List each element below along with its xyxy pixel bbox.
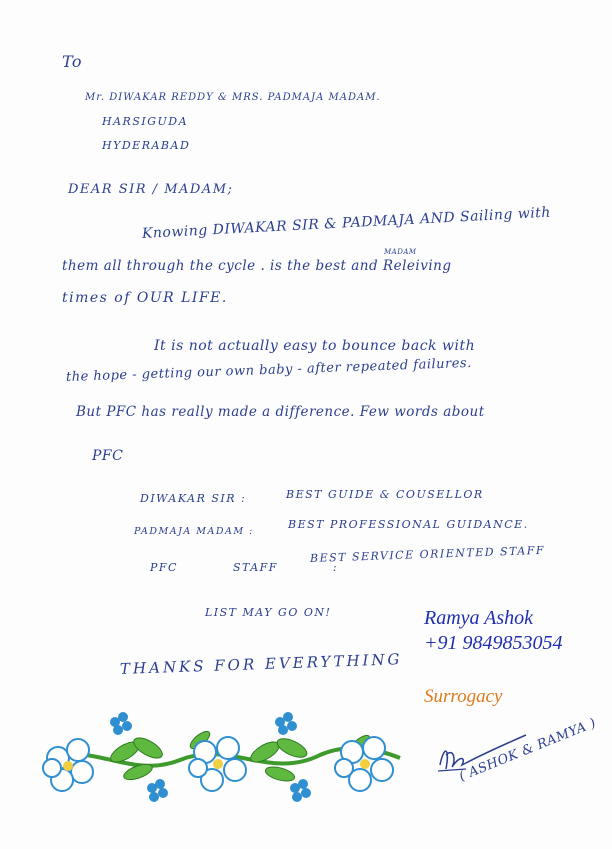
signature-name: ( ASHOK & RAMYA ) xyxy=(457,715,599,785)
paragraph-2-line-1: It is not actually easy to bounce back with xyxy=(154,338,476,354)
address-line-1: HARSIGUDA xyxy=(102,115,189,128)
handwritten-signature xyxy=(430,725,610,825)
category-label: Surrogacy xyxy=(424,686,503,707)
paragraph-2-line-2: the hope - getting our own baby - after repeated failures. xyxy=(65,355,472,385)
closing-line: THANKS FOR EVERYTHING xyxy=(119,650,403,678)
flower-1 xyxy=(43,739,93,791)
praise-who-2: PADMAJA MADAM : xyxy=(134,526,254,537)
contact-phone: +91 9849853054 xyxy=(424,632,563,654)
praise-who-1: DIWAKAR SIR : xyxy=(140,492,247,505)
praise-what-1: BEST GUIDE & COUSELLOR xyxy=(286,488,484,501)
paragraph-2-line-3: But PFC has really made a difference. Few words about xyxy=(76,404,485,420)
floral-vine-decoration xyxy=(30,700,410,810)
praise-who-3: PFC STAFF : xyxy=(150,561,339,574)
address-line-2: HYDERABAD xyxy=(102,139,191,152)
paragraph-1-madam-note: MADAM xyxy=(384,248,417,256)
flower-2 xyxy=(189,737,246,791)
paragraph-1-line-2: them all through the cycle . is the best and Releiving xyxy=(62,258,452,274)
paragraph-1-line-3: times of OUR LIFE. xyxy=(62,290,228,306)
paragraph-2-line-4: PFC xyxy=(92,448,124,464)
paragraph-1-line-1: Knowing DIWAKAR SIR & PADMAJA AND Sailing with xyxy=(141,204,552,242)
praise-what-3: BEST SERVICE ORIENTED STAFF xyxy=(309,543,546,565)
list-note: LIST MAY GO ON! xyxy=(205,606,332,619)
recipients-line: Mr. DIWAKAR REDDY & MRS. PADMAJA MADAM. xyxy=(85,92,381,103)
salutation-to: To xyxy=(62,52,83,71)
contact-name: Ramya Ashok xyxy=(424,607,534,629)
praise-what-2: BEST PROFESSIONAL GUIDANCE. xyxy=(288,518,529,531)
greeting: DEAR SIR / MADAM; xyxy=(68,182,234,197)
flower-3 xyxy=(335,737,393,791)
